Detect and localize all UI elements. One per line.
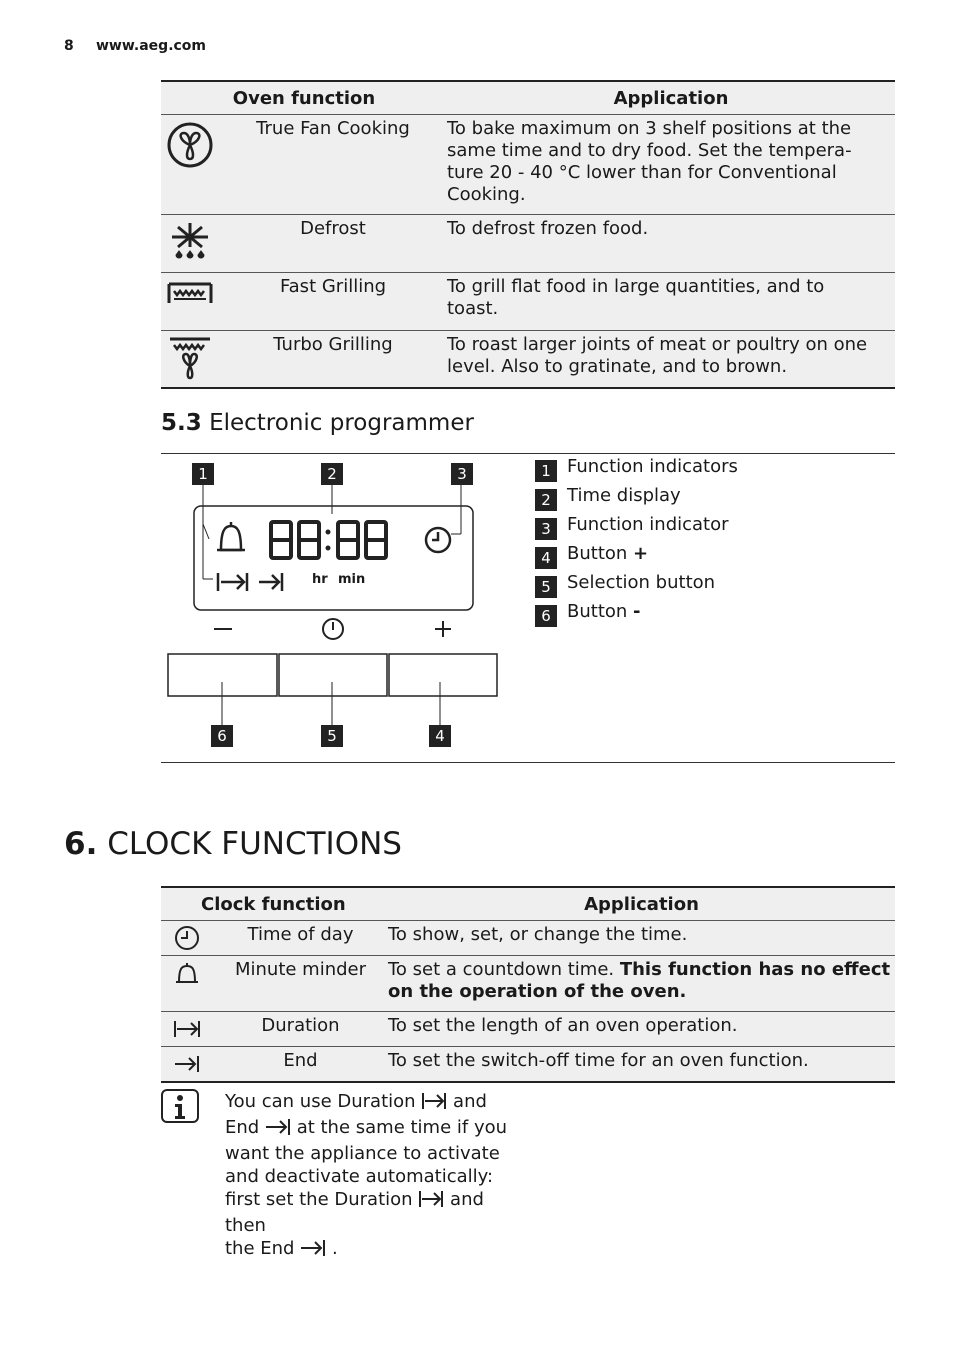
table-row: [161, 115, 895, 215]
note-line: want the appliance to activate: [225, 1143, 500, 1164]
legend-item: [535, 485, 895, 509]
true-fan-icon: [161, 115, 219, 175]
legend-number: 5: [535, 576, 557, 598]
duration-icon: [421, 1092, 447, 1116]
legend-item: [535, 514, 895, 538]
fn-duration: Duration: [213, 1012, 388, 1047]
table-row: [161, 331, 895, 388]
legend-label: Button: [567, 543, 634, 564]
callout-6: 6: [211, 725, 233, 747]
app-line: level. Also to gratinate, and to brown.: [447, 356, 788, 377]
fn-fast-grilling: Fast Grilling: [219, 273, 447, 331]
app-line: [388, 959, 895, 981]
end-icon: [265, 1118, 291, 1142]
col-application: Application: [584, 893, 699, 915]
callout-1: 1: [192, 463, 214, 485]
plus-button-outline: [389, 654, 497, 696]
duration-icon: [161, 1012, 213, 1046]
unit-hr: hr: [312, 572, 328, 587]
app-line: To defrost frozen food.: [447, 218, 649, 239]
end-icon: [259, 573, 282, 591]
note-text: first set the Duration: [225, 1189, 413, 1210]
section-heading-5-3: [161, 410, 474, 436]
app-time-of-day: To show, set, or change the time.: [388, 921, 895, 956]
app-bold-text: on the operation of the oven.: [388, 981, 687, 1002]
legend-symbol: -: [633, 601, 641, 622]
section-heading-6: [64, 826, 402, 862]
fn-minute-minder: Minute minder: [213, 956, 388, 1012]
app-line: [388, 981, 895, 1003]
section-number: 6.: [64, 826, 98, 862]
duration-icon: [218, 573, 247, 591]
fn-turbo-grilling: Turbo Grilling: [219, 331, 447, 388]
fast-grill-icon: [161, 273, 219, 313]
legend-text: Time display: [567, 485, 681, 506]
fn-time-of-day: Time of day: [213, 921, 388, 956]
programmer-diagram: [161, 454, 521, 760]
end-icon: [300, 1239, 326, 1263]
note-text: the End: [225, 1238, 295, 1259]
table-row: [161, 921, 895, 956]
header-url: www.aeg.com: [96, 38, 207, 54]
legend-item: [535, 543, 895, 567]
plus-icon: [435, 621, 451, 637]
section-number: 5.3: [161, 410, 202, 436]
section-title: CLOCK FUNCTIONS: [107, 826, 402, 862]
turbo-grill-icon: [161, 331, 219, 385]
defrost-icon: [161, 215, 219, 271]
app-duration: To set the length of an oven operation.: [388, 1012, 895, 1047]
end-icon: [161, 1047, 213, 1081]
seven-segment-digits: [271, 522, 386, 558]
note-line: [225, 1116, 525, 1142]
col-application: Application: [613, 87, 729, 109]
col-oven-function: Oven function: [232, 87, 376, 109]
legend-number: 3: [535, 518, 557, 540]
legend-text: Function indicators: [567, 456, 738, 477]
note-line: and deactivate automatically:: [225, 1166, 494, 1187]
fn-end: End: [213, 1047, 388, 1083]
legend-number: 6: [535, 605, 557, 627]
note-text: at the same time if you: [296, 1117, 508, 1138]
note-text: You can use Duration: [225, 1091, 416, 1112]
callout-2: 2: [321, 463, 343, 485]
note-text: and then: [225, 1189, 484, 1236]
table-row: [161, 956, 895, 1012]
app-line: toast.: [447, 298, 499, 319]
duration-icon: [418, 1190, 444, 1214]
section-title: Electronic programmer: [209, 410, 474, 436]
app-bold-text: This function has no effect: [619, 959, 891, 980]
legend-number: 2: [535, 489, 557, 511]
table-row: [161, 215, 895, 273]
page-number: 8: [64, 38, 74, 54]
bell-icon: [217, 522, 245, 550]
oven-function-table: [161, 80, 895, 389]
info-note: [225, 1090, 525, 1263]
app-end: To set the switch-off time for an oven function.: [388, 1047, 895, 1083]
callout-5: 5: [321, 725, 343, 747]
legend-number: 4: [535, 547, 557, 569]
selection-icon: [323, 619, 343, 639]
clock-icon: [161, 921, 213, 955]
note-text: and: [453, 1091, 487, 1112]
app-line: Cooking.: [447, 184, 526, 205]
legend-number: 1: [535, 460, 557, 482]
legend-text: Selection button: [567, 572, 716, 593]
fn-defrost: Defrost: [219, 215, 447, 273]
app-line: ture 20 - 40 °C lower than for Conventional: [447, 162, 837, 183]
note-text: End: [225, 1117, 260, 1138]
bell-icon: [161, 956, 213, 994]
legend-item: [535, 601, 895, 625]
selection-button-outline: [279, 654, 387, 696]
legend-text: Function indicator: [567, 514, 729, 535]
note-text: .: [331, 1238, 338, 1259]
table-row: [161, 1012, 895, 1047]
legend-text: [567, 601, 641, 622]
app-line: To grill flat food in large quantities, and to: [447, 276, 825, 297]
table-row: [161, 1047, 895, 1083]
note-line: [225, 1237, 525, 1263]
col-clock-function: Clock function: [201, 893, 346, 915]
clock-icon: [426, 528, 450, 552]
note-line: [225, 1090, 525, 1116]
callout-3: 3: [451, 463, 473, 485]
callout-4: 4: [429, 725, 451, 747]
legend-symbol: +: [633, 543, 649, 564]
app-line: same time and to dry food. Set the tempera-: [447, 140, 852, 161]
app-text: To set a countdown time.: [388, 959, 620, 980]
app-line: To roast larger joints of meat or poultry on one: [447, 334, 868, 355]
note-line: [225, 1188, 525, 1237]
table-row: [161, 273, 895, 331]
fn-true-fan: True Fan Cooking: [219, 115, 447, 215]
divider: [161, 762, 895, 763]
clock-function-table: [161, 886, 895, 1083]
app-line: To bake maximum on 3 shelf positions at the: [447, 118, 852, 139]
legend-item: [535, 456, 895, 480]
unit-min: min: [338, 572, 366, 587]
info-icon: [161, 1089, 199, 1129]
legend-label: Button: [567, 601, 634, 622]
legend-text: [567, 543, 648, 564]
legend-item: [535, 572, 895, 596]
